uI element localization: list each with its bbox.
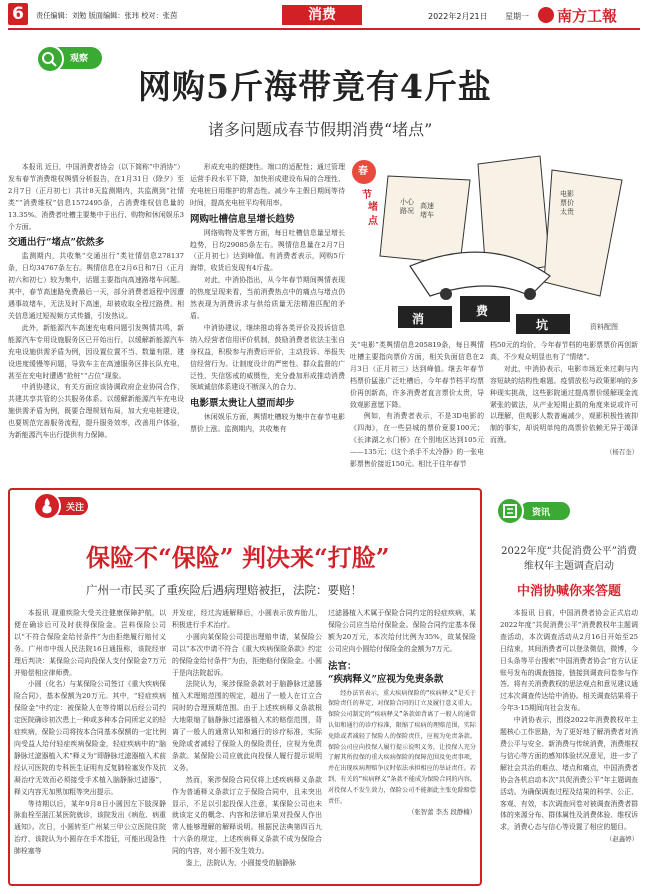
paragraph: 小圆（化名）与某保险公司签订《重大疾病保险合同》，基本保额为20万元。其中，“轻症疾病保险金”中约定：被保险人在等待期以后经公司约定医院确诊初次患上一种或多种本合同所定义的轻症疾病，保险公司将按本合同基本保额的一定比例向受益人给付轻症疾病保险金，轻症疾病中的“脑静脉过滤器植入术”释义为“即静脉过滤器植入术前经认可医院的专科医生证明有反复肺栓塞发作及抗凝治疗无效而必须接受手术植入脑静脉过滤器”，释义内容无加黑加粗等突出提示。 [14,680,166,796]
illus-char: 坑 [536,318,549,332]
illustration [350,146,636,336]
top-col-3 [350,340,484,471]
issue-weekday: 星期一 [505,12,529,21]
paragraph: 鉴上，法院认为，小圆接受的脑静脉 [185,859,297,868]
illus-sign: 高速堵车 [420,202,434,219]
paragraph: 档50元的均价，今年春节档的电影票票价再创新高，不少观众明显也有了“情绪”。 [490,341,638,361]
paragraph: 例如，有消费者表示，不是3D电影的《四海》，在一些县城的票价竟要100元；《长津湖之水门桥》在个别地区达到105元——135元；《这个杀手不太冷静》的一张电影票售价接近150元。相比于往年春节 [350,412,484,469]
paragraph: 中消协建议，继续推动将各类评价及投诉信息纳入经营者信用评价机制，鼓励消费者依法主张自身权益，积极参与消费后评价，主动投诉、举报失信经营行为。让制度设计的严密性、群众监督的广泛性、失信惩戒的威慑性，充分叠加形成推动消费领域诚信体系建设不断深入的合力。 [190,323,345,392]
paragraph: 小圆向某保险公司提出理赔申请，某保险公司以“本次申请不符合《重大疾病保险条款》约定的保险金给付条件”为由，拒绝赔付保险金。小圆于是向法院起诉。 [172,632,322,677]
bottom-col-2 [172,608,322,870]
paragraph: 本报讯 近日，中国消费者协会（以下简称“中消协”）发布春节消费维权舆情分析报告，在1月31日（除夕）至2月7日（正月初七）共计8天监测期内，共监测到“社情类”“消费维权”信息1572495条，占消费维权信息量的13.35%。消费者吐槽主要集中于出行、购物和休闲娱乐3个方面。 [8,163,184,231]
paragraph: 形成充电的便捷性。端口的适配性；通过管理运营手段水平下降，加快形成建设布局的合理性、充电桩日用维护的常态性。减少车主假日期间等待时间，提高充电桩平均利用率。 [190,163,345,207]
paragraph: 法院认为，案涉保险条款对于脑静脉过滤器植入术理赔范围的规定，超出了一般人在订立合同时的合理预期范围。由于上述疾病释义条款根大地限缩了脑静脉过滤器植入术的赔偿范围，背离了一般人的通常认知和通行的诊疗标准，实际免除或者减轻了保险人的保险责任，应视为免责条款。某保险公司应就此向投保人履行提示说明义务。 [172,680,322,772]
paragraph: 对此，中消协指出，从今年春节期间舆情表现的热度呈现来看，当前消费热点中的痛点与堵点仍然表现为消费诉求与供给质量无法精准匹配的矛盾。 [190,276,345,320]
paragraph: 对此，中消协表示，电影市场近来过剩与内容短缺的结构性难题。疫情放松与政策影响的多种现实挑战，这些影院通过提高票价缓解现金流紧张的做法，从产业短期止损的角度来说或许可以理解，但观影人数普遍减少，观影积极性被抑制的事实，却说明单纯的高票价依赖无异于竭泽而渔。 [490,364,638,445]
paragraph: 监测期内，共收集“交通出行”类社情信息278137条，日均34767条左右。舆情信息在2月6日和7日（正月初六和初七）较为集中，话题主要指向高速路堵车问题。其中，春节高速路免费最后一天，部分消费者返程中因遭遇事故堵车，无法及时下高速，却被收取全程过路费。相关信息通过短视频方式传播，引发热议。 [8,252,184,320]
brand-logo-icon [538,7,554,23]
paragraph: 本报讯 日前，中国消费者协会正式启动2022年度“共促消费公平”消费教权年主题调查活动，本次调查活动从2月16日开始至25日结束，其间消费者可以登录微信，微博，今日头条等平台搜索“中国消费者协会”官方认证账号发布的调查链接，链接到调查问卷参与作答。将有关消费教权的思法观点和意见建议通过本次调查传达给中消协。相关调查结果将于今年3·15期间向社会发布。 [500,609,638,713]
top-tag-label: 观察 [70,54,89,64]
top-col-2 [190,162,345,436]
paragraph: 等待期以后，某年9月8日小圆因左下肢深静脉血栓至湛江某医院就诊，该院发出《病危、病重通知》。次日，小圆转至广州某三甲公立医院住院治疗，该院认为小圆存在手术指征，可能出现急性肺栓塞等 [14,799,166,856]
paragraph: 然而，案涉保险合同仅将上述疾病释义条款作为普通释义条款订立于保险合同中，且未突出显示，不足以引起投保人注意，某保险公司也未就该定义的概念、内容和法律后果对投保人作出常人能够理解的解释说明。根据民法典第四百九十六条的规定，上述疾病释义条款不成为保险合同的内容，对小圆不发生效力。 [172,775,322,856]
page-header [0,0,647,30]
bottom-col-3 [328,608,476,816]
paragraph: 休闲娱乐方面，舆情吐槽较为集中在春节电影票价上涨。监测期内，共收集有 [190,413,345,434]
illus-char: 点 [368,216,378,227]
top-col-4 [490,340,638,456]
illus-sign: 小心路况 [400,198,414,215]
paragraph: 并发症，经过沟通解释后，小圆表示放弃胎儿，积极进行手术治疗。 [172,609,322,629]
top-col-1 [8,162,184,442]
top-subheadline: 诸多问题成春节假期消费“堵点” [208,120,433,139]
hot-icon [33,492,61,520]
author-credit: （杨召奎） [606,448,638,457]
paragraph: 中消协建议，有关方面应该协调政府企业协同合作，共建共享共管的公共服务体系。以缓解新能源汽车充电设施供需矛盾为例，既要合理规划布局，加大充电桩建设，也要规范完善服务流程，提升服务效率，改善用户体验，为新能源汽车出行提供有力保障。 [8,383,184,440]
bottom-headline: 保险不“保险” 判决来“打脸” [86,543,390,572]
editor-line: 责任编辑：刘勉 版面编辑：张玮 校对：张茵 [36,11,178,20]
quote-paragraph: 经办法官表示，重大疾病保险的“疾病释义”是关于保险责任的界定，对保险合同的订立及履行意义重大。保险公司制定的“疾病释义”条款如背离了一般人的通常认知和通行的诊疗标准，限缩了疾病的理赔范围，实际免除或者减轻了保险人的保险责任，应视为免责条款。保险公司应向投保人履行提示说明义务，让投保人充分了解其所投保的重大疾病保险的保障范围及免责事项，并在出现疾病理赔争议时依法承担相应的举证责任。若到，有关的“疾病释义”条款不能成为保险合同的内容，对投保人不发生效力，保险公司不能据此主张免除赔偿责任。 [328,689,476,805]
issue-date: 2022年2月21日 [428,12,488,21]
illus-char: 消 [412,312,425,326]
paragraph: 网络购物及零售方面，每日吐槽信息量呈增长趋势，日均29085条左右。舆情信息量在2月7日（正月初七）达到峰值。有消费者表示，网购5斤海带，收货后发现有4斤盐。 [190,228,345,273]
paragraph: 中消协表示，围绕2022年消费教权年主题核心工作思路，为了更好地了解消费者对消费公平与安全、新消费与传统消费，消费维权与信心等方面的感知体验状况意见，进一步了解社会共治的难点、堵点和痛点，中国消费者协会各机启动本次“共促消费公平”年主题调查活动。为确保调查过程及结果的科学、公正、客观、有效，本次调查问卷对被调查消费者群体的来源分布、群体属性及消费体验、维权诉求，消费心态与信心等设置了相应的题目。 [500,716,638,832]
paragraph: 此外，新能源汽车高速充电难问题引发舆情共鸣，新能源汽车专用设施服务区已开始出行，以缓解新能源汽车充电设施供需矛盾为例，因设置位置不当、数量有限、建设进度缓慢等问题，导致车主在高速服务区排长队充电，甚至在充电时遭遇“抢桩”“占位”现象。 [8,323,184,380]
bottom-tag-label: 关注 [66,503,85,513]
subheading: 法官： [328,660,357,672]
subheading: 交通出行“堵点”依然多 [8,237,105,249]
subheading: 电影票太贵让人望而却步 [190,398,295,410]
side-headline: 中消协喊你来答题 [516,584,621,599]
paragraph: 关“电影”类舆情信息205819条，每日舆情吐槽主要指向票价方面，相关负面信息在2月3日（正月初三）达到峰值。继去年春节档票价猛涨广泛吐槽后，今年春节档平均票价再创新高，许多消费者直言票价太贵，导致观影意愿下降。 [350,341,484,409]
top-headline: 网购5斤海带竟有4斤盐 [138,67,492,106]
subheading: “疾病释义”应视为免责条款 [328,673,444,685]
brand-logo: 南方工報 [557,7,618,25]
author-credit: （张智蕾 李杰 段静楠） [408,808,476,817]
side-headline-top: 2022年度“共促消费公平”消费维权年主题调查启动 [501,546,637,572]
author-credit: （赵鑫婷） [606,835,638,844]
illus-caption: 资料配图 [590,323,618,331]
header-rule [8,28,640,30]
observe-icon [36,45,64,73]
section-label: 消费 [282,5,362,25]
paragraph: 本报讯 现重疾险大受关注健康保障护航，以便在确诊后可及时获得保险金。岂料保险公司以“不符合保险金给付条件”为由拒绝履行赔付义务。广州市中级人民法院16日通报称，该院经审理后判决：某保险公司向投保人支付保险金7万元并赔偿相应律师费。 [14,609,166,677]
illus-sign: 电影票价太贵 [560,190,574,216]
bottom-col-1 [14,608,166,858]
illus-char: 春 [358,166,368,177]
bottom-subheadline: 广州一市民买了重疾险后遇病理赔被拒，法院：要赔！ [86,583,362,597]
side-column [500,608,638,843]
illus-char: 节 [362,190,372,201]
side-tag-label: 资讯 [532,508,551,518]
page-number-badge: 6 [8,3,28,25]
paragraph: 过滤器植入术属于保险合同约定的轻症疾病，某保险公司应当给付保险金。保险合同约定基本保额为20万元，本次给付比例为35%，故某保险公司应向小圆给付保险金的金额为7万元。 [328,609,476,653]
info-icon [496,497,524,525]
illus-char: 费 [476,304,489,318]
subheading: 网购吐槽信息呈增长趋势 [190,213,295,225]
illus-char: 堵 [368,202,378,213]
